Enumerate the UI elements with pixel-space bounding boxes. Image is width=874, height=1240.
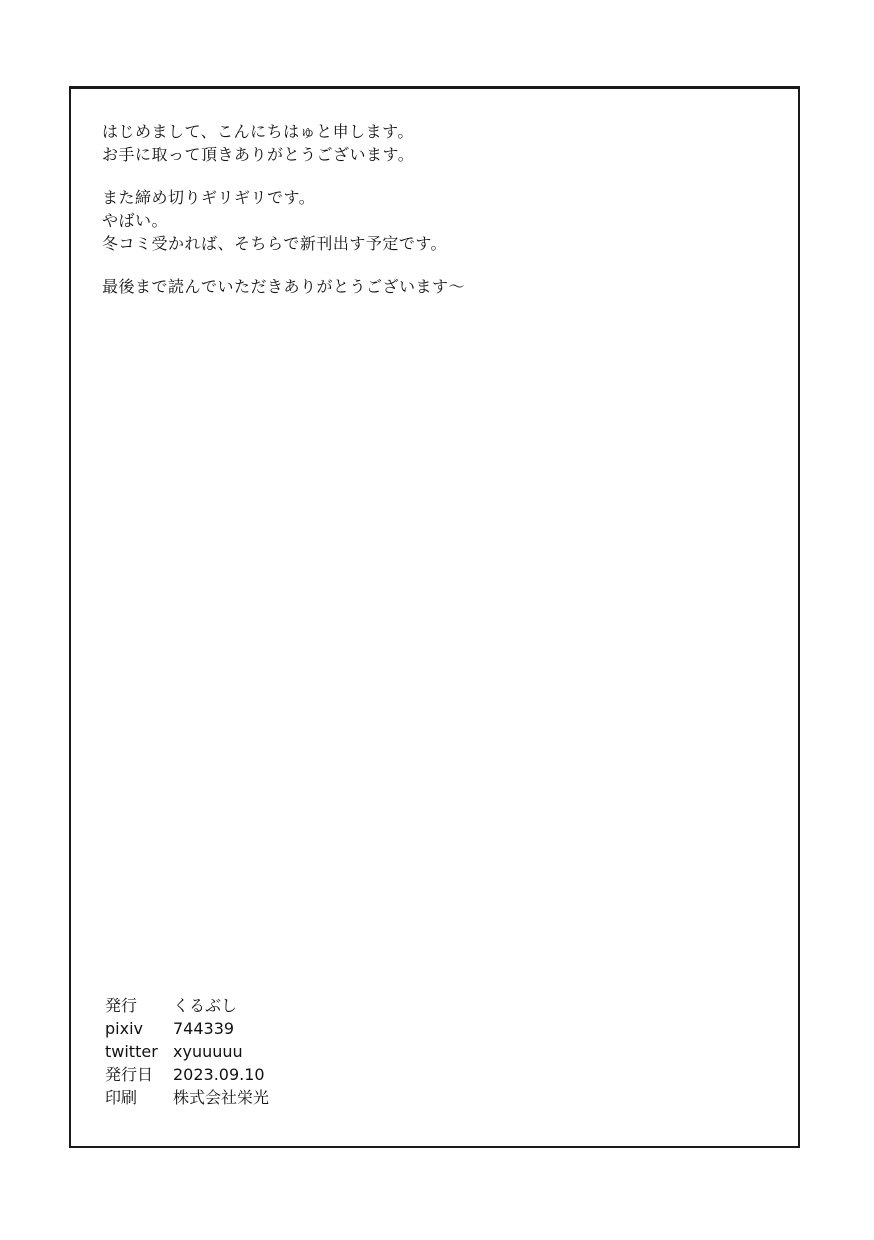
message-line: 冬コミ受かれば、そちらで新刊出す予定です。: [102, 234, 448, 253]
colophon-value: xyuuuuu: [173, 1042, 243, 1061]
colophon-row-twitter: [105, 1040, 269, 1063]
colophon-value: 2023.09.10: [173, 1065, 265, 1084]
colophon-label: 印刷: [105, 1088, 138, 1107]
colophon-label: 発行: [105, 996, 138, 1015]
colophon-label: 発行日: [105, 1065, 154, 1084]
message-line: はじめまして、こんにちはゅと申します。: [102, 122, 414, 141]
message-line: 最後まで読んでいただきありがとうございます〜: [102, 277, 466, 296]
message-line: やばい。: [102, 211, 169, 230]
paragraph-gap: [102, 166, 752, 186]
colophon-row-printer: [105, 1086, 269, 1109]
paragraph-gap: [102, 255, 752, 275]
colophon-row-publisher: [105, 994, 269, 1017]
colophon-value: 株式会社栄光: [173, 1088, 270, 1107]
message-line: お手に取って頂きありがとうございます。: [102, 145, 415, 164]
message-line: また締め切りギリギリです。: [102, 188, 316, 207]
afterword-message: [102, 120, 752, 298]
colophon-row-date: [105, 1063, 269, 1086]
colophon-value: くるぶし: [173, 996, 238, 1015]
colophon-label: pixiv: [105, 1019, 143, 1038]
colophon-row-pixiv: [105, 1017, 269, 1040]
colophon-label: twitter: [105, 1042, 158, 1061]
colophon: [105, 994, 269, 1109]
colophon-value: 744339: [173, 1019, 235, 1038]
